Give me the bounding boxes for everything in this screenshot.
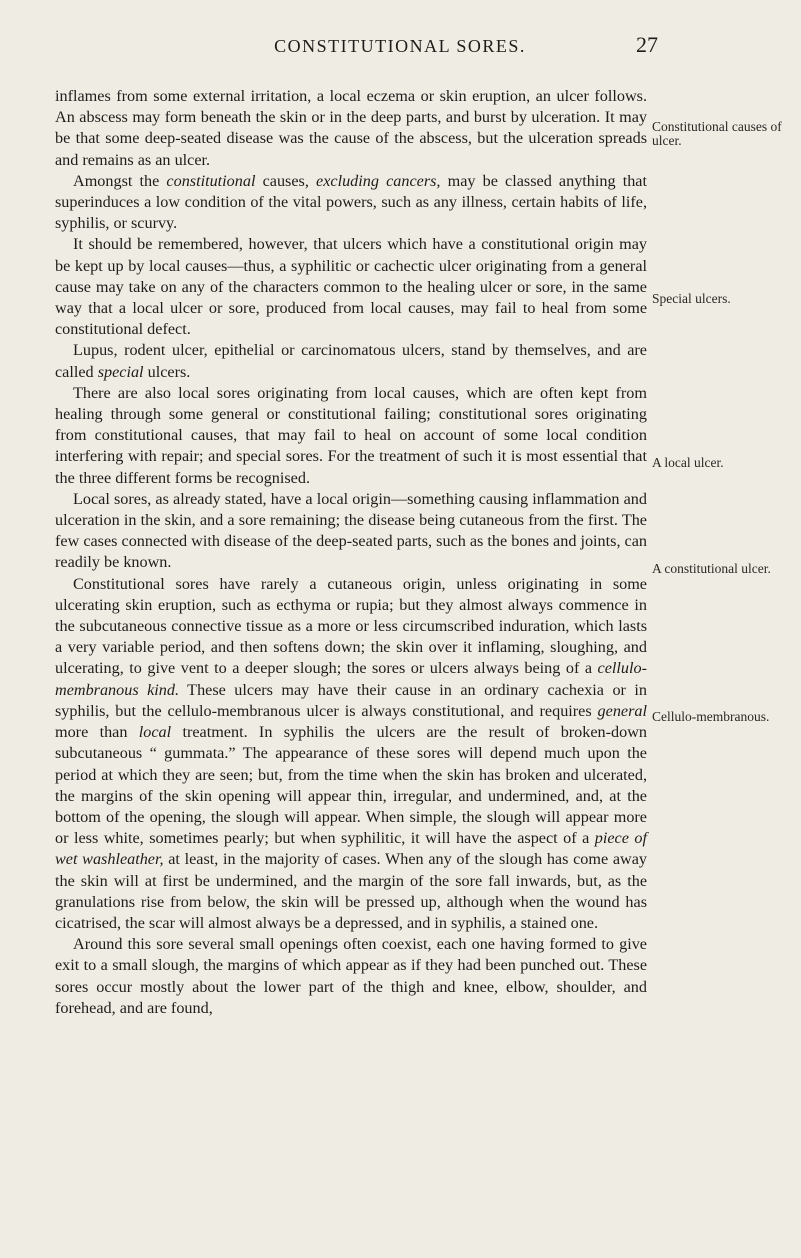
text-run: causes, (255, 171, 317, 190)
page-number: 27 (636, 32, 658, 57)
text-run: Local sores, as already stated, have a local origin—something causing inflammation and ulceration in the skin, and a sore remaining; the disease being cutaneous from the first. The few cases connected with disease of the deep-seated parts, such as the bones and joints, can readily be known. (55, 489, 647, 572)
paragraph (55, 340, 647, 382)
paragraph (55, 934, 647, 1019)
text-run: at least, in the majority of cases. When any of the slough has come away the skin will at first be undermined, and the margin of the sore fall inwards, but, as the granulations rise from below, the skin will be pressed up, although when the wound has cicatrised, the scar will almost always be a depressed, and in syphilis, a stained one. (55, 850, 647, 932)
paragraph (55, 234, 647, 340)
text-run: treatment. In syphilis the ulcers are the result of broken-down subcutaneous “ gummata.” The appearance of these sores will depend much upon the period at which they are seen; but, from the time when the skin has broken and ulcerated, the margins of the skin opening will appear thin, irregular, and undermined, and, at the bottom of the opening, the slough will appear. When simple, the slough will appear more or less white, sometimes pearly; but when syphilitic, it will have the aspect of a (55, 723, 648, 848)
paragraph (55, 489, 647, 574)
text-run: These ulcers may have their cause in an ordinary cachexia or in syphilis, but the cellulo-membranous ulcer is always constitutional, and requires (55, 680, 647, 720)
italic-text: local (138, 723, 172, 742)
paragraph (55, 574, 647, 934)
sidenote-local-ulcer: A local ulcer. (652, 455, 724, 470)
italic-text: excluding cancers, (316, 171, 441, 190)
running-head: CONSTITUTIONAL SORES. (274, 36, 526, 56)
italic-text: special (97, 362, 144, 381)
paragraph (55, 383, 647, 489)
italic-text: cellulo-membranous kind. (55, 659, 647, 699)
text-run: may be classed anything that superinduces a low condition of the vital powers, such as any illness, certain habits of life, syphilis, or scurvy. (55, 171, 647, 233)
italic-text: general (597, 701, 647, 720)
body-text (55, 86, 647, 1019)
sidenote-special-ulcers: Special ulcers. (652, 291, 731, 306)
text-run: Amongst the (73, 171, 167, 190)
text-run: Constitutional sores have rarely a cutaneous origin, unless originating in some ulcerating skin eruption, such as ecthyma or rupia; but they almost always commence in the subcutaneous connective tissue as a more or less circumscribed induration, which lasts a very variable period, and then softens down; the skin over it inflaming, sloughing, and ulcerating, to give vent to a deeper slough; the sores or ulcers always being of a (55, 574, 647, 678)
text-run: Around this sore several small openings often coexist, each one having formed to give exit to a small slough, the margins of which appear as if they had been punched out. These sores occur mostly about the lower part of the thigh and knee, elbow, shoulder, and forehead, and are found, (55, 935, 647, 1017)
italic-text: piece of wet washleather, (55, 829, 647, 869)
sidenote-cellulo-membranous: Cellulo-membranous. (652, 709, 770, 724)
text-run: Lupus, rodent ulcer, epithelial or carcinomatous ulcers, stand by themselves, and are called (55, 341, 647, 381)
paragraph (55, 86, 647, 171)
paragraph (55, 171, 647, 235)
italic-text: constitutional (166, 171, 256, 190)
text-run: more than (55, 723, 139, 742)
text-run: It should be remembered, however, that ulcers which have a constitutional origin may be kept up by local causes—thus, a syphilitic or cachectic ulcer originating from a general cause may take on any of the characters common to the healing ulcer or sore, in the same way that a local ulcer or sore, produced from local causes, may fail to heal from some constitutional defect. (55, 235, 647, 339)
text-run: ulcers. (143, 362, 191, 381)
text-run: There are also local sores originating from local causes, which are often kept from healing through some general or constitutional failing; constitutional sores originating from constitutional causes, that may fail to heal on account of some local condition interfering with repair; and special sores. For the treatment of such it is most essential that the three different forms be recognised. (55, 383, 647, 487)
text-run: inflames from some external irritation, a local eczema or skin eruption, an ulcer follows. An abscess may form beneath the skin or in the deep parts, and burst by ulceration. It may be that some deep-seated disease was the cause of the abscess, but the ulceration spreads and remains as an ulcer. (55, 87, 647, 169)
sidenote-constitutional-ulcer: A constitutional ulcer. (652, 561, 771, 576)
sidenote-constitutional-causes: Constitutional causes of ulcer. (652, 119, 782, 148)
page-header (0, 32, 801, 60)
